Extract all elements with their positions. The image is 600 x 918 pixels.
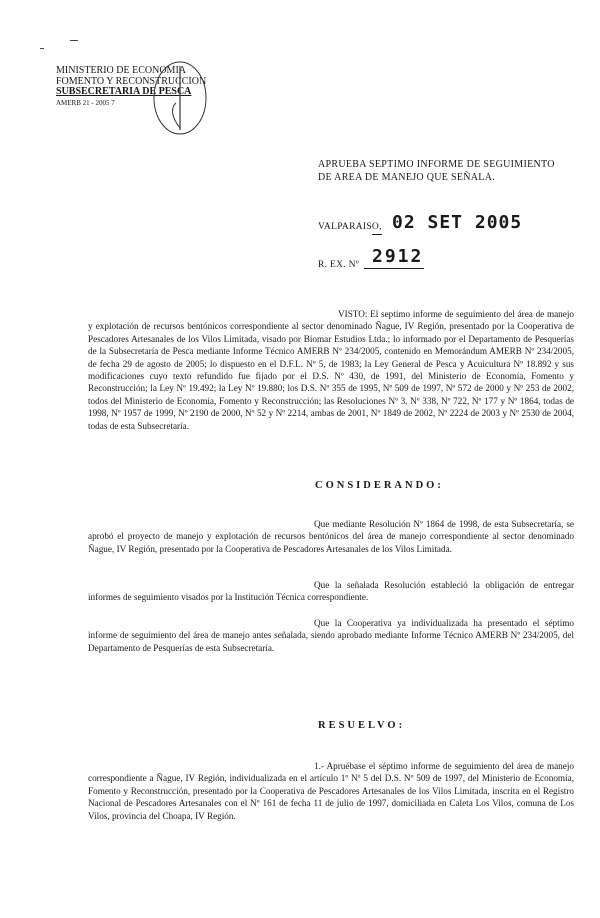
official-seal-stamp (150, 58, 210, 138)
resolution-label: R. EX. Nº (318, 260, 360, 270)
letterhead-ministry-2: FOMENTO Y RECONSTRUCCION (56, 75, 207, 87)
resolution-underline (364, 268, 424, 269)
letterhead-code: AMERB 21 - 2005 7 (56, 98, 115, 107)
document-date: 02 SET 2005 (392, 212, 523, 233)
considerando-paragraph-2: Que la señalada Resolución estableció la obligación de entregar informes de seguimiento visados por la Institución Técnica correspondiente. (88, 580, 574, 603)
place-label: VALPARAISO, (318, 222, 382, 232)
resolution-number: 2912 (372, 246, 424, 267)
considerando-paragraph-3: Que la Cooperativa ya individualizada ha presentado el séptimo informe de seguimiento del área de manejo antes señalada, siendo aprobado mediante Informe Técnico AMERB Nº 234/2005, del Departamento de Pesquerías de esta Subsecretaría. (88, 618, 574, 653)
considerando-paragraph-1: Que mediante Resolución Nº 1864 de 1998, de esta Subsecretaría, se aprobó el proyecto de manejo y explotación de recursos bentónicos del área de manejo correspondiente al sector denominado Ñague, IV Región, presentado por la Cooperativa de Pescadores Artesanales de los Vilos Limitada. (88, 519, 574, 554)
title-line-2: DE AREA DE MANEJO QUE SEÑALA. (318, 172, 496, 183)
mark-top-1 (70, 40, 78, 41)
letterhead-subsecretaria: SUBSECRETARIA DE PESCA (56, 86, 192, 97)
date-mark (372, 234, 382, 235)
letterhead-ministry: MINISTERIO DE ECONOMIA (56, 65, 186, 76)
resuelvo-heading: RESUELVO: (318, 720, 406, 731)
considerando-heading: CONSIDERANDO: (315, 480, 444, 491)
title-line-1: APRUEBA SEPTIMO INFORME DE SEGUIMIENTO (318, 159, 555, 170)
mark-top-2 (40, 48, 44, 49)
document-title (318, 158, 578, 184)
resuelvo-item-1: 1.- Apruébase el séptimo informe de seguimiento del área de manejo correspondiente a Ñague, IV Región, individualizada en el artículo 1º Nº 5 del D.S. Nº 509 de 1997, del Ministerio de Economía, Fomento y Reconstrucción, presentado por la Cooperativa de Pescadores Artesanales de los Vilos Limitada, inscrita en el Registro Nacional de Pescadores Artesanales con el Nº 161 de fecha 11 de julio de 1997, domiciliada en Caleta Los Vilos, comuna de Los Vilos, provincia del Choapa, IV Región. (88, 761, 574, 821)
visto-paragraph: VISTO: El septimo informe de seguimiento del área de manejo y explotación de recursos bentónicos correspondiente al sector denominado Ñague, IV Región, presentado por la Cooperativa de Pescadores Artesanales de los Vilos Limitada, visado por Biomar Estudios Ltda.; lo informado por el Departamento de Pesquerías de la Subsecretaría de Pesca mediante Informe Técnico AMERB Nº 234/2005, contenido en Memorándum AMERB Nº 234/2005, de fecha 29 de agosto de 2005; lo dispuesto en el D.F.L. Nº 5, de 1983; la Ley General de Pesca y Acuicultura Nº 18.892 y sus modificaciones cuyo texto refundido fue fijado por el D.S. Nº 430, de 1991, del Ministerio de Economía, Fomento y Reconstrucción; la Ley Nº 19.492; la Ley Nº 19.880; los D.S. Nº 355 de 1995, Nº 509 de 1997, Nº 572 de 2000 y Nº 253 de 2002, todos del Ministerio de Economía, Fomento y Reconstrucción; las Resoluciones Nº 3, Nº 338, Nº 722, Nº 177 y Nº 1864, todas de 1998, Nº 1957 de 1999, Nº 2190 de 2000, Nº 52 y Nº 2214, ambas de 2001, Nº 1849 de 2002, Nº 2224 de 2003 y Nº 2530 de 2004, todas de esta Subsecretaría. (88, 309, 574, 431)
